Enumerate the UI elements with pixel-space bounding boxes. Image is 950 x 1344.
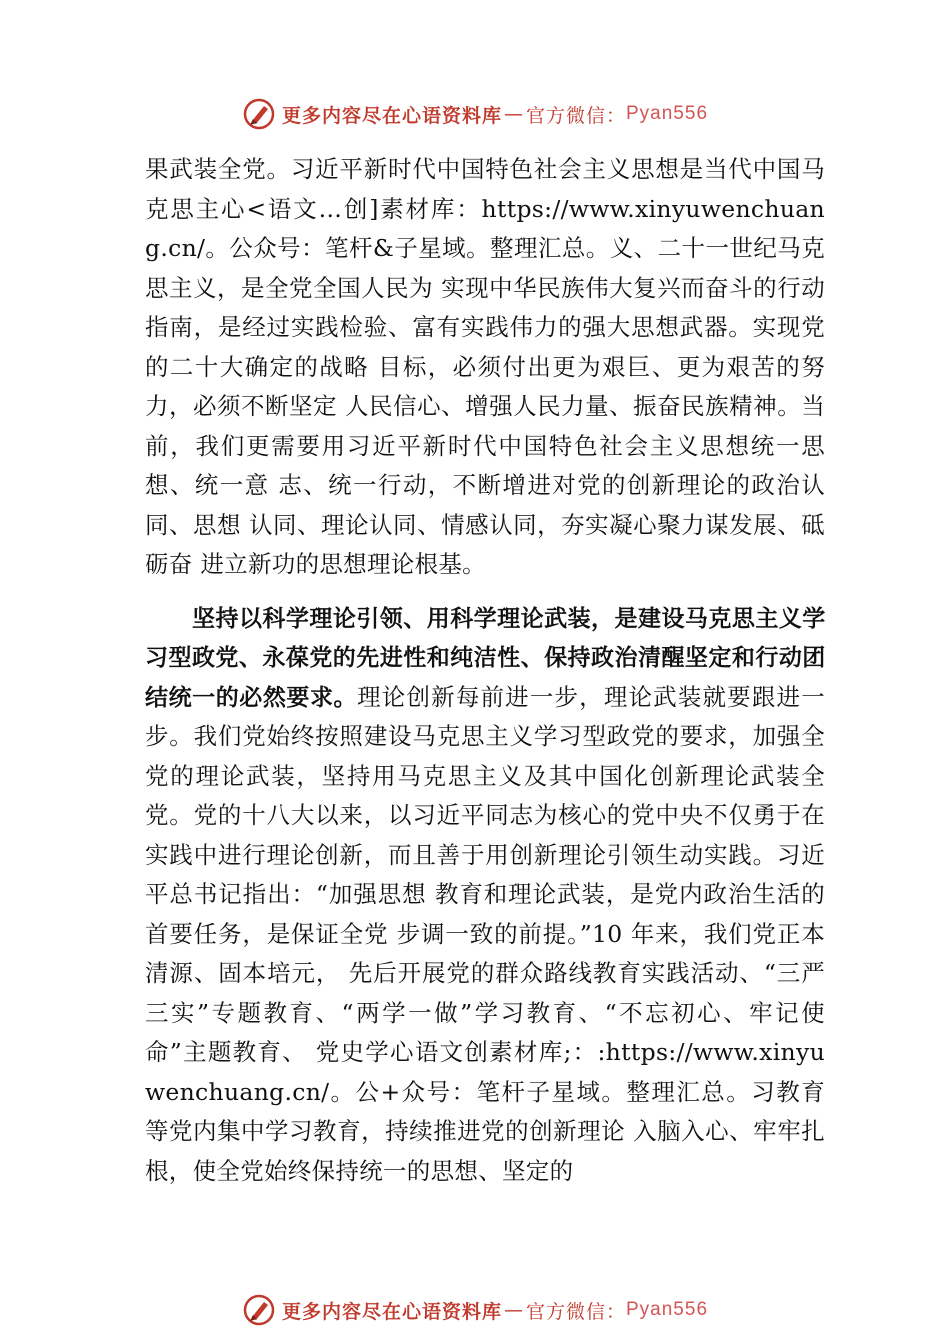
paragraph-2-bold-lead: 坚持以科学理论引领、用科学理论武装，是建设马克思主义学习型政党、永葆党的先进性和纯洁性、保持政治清醒坚定和行动团结统一的必然要求。 [145,605,825,711]
watermark-text: 更多内容尽在心语资料库 [281,104,502,127]
document-body [145,150,825,1191]
paragraph-1: 果武装全党。习近平新时代中国特色社会主义思想是当代中国马克思主心<语文…创]素材库：https://www.xinyuwenchuang.cn/。公众号：笔杆&子星域。整理汇总。义、二十一世纪马克思主义，是全党全国人民为 实现中华民族伟大复兴而奋斗的行动指南，是经过实践检验、富有实践伟力的强大思想武器。实现党的二十大确定的战略 目标，必须付出更为艰巨、更为艰苦的努力，必须不断坚定 人民信心、增强人民力量、振奋民族精神。当前，我们更需要用习近平新时代中国特色社会主义思想统一思想、统一意 志、统一行动，不断增进对党的创新理论的政治认同、思想 认同、理论认同、情感认同，夯实凝心聚力谋发展、砥砺奋 进立新功的思想理论根基。 [145,155,825,578]
watermark-dash: — [503,103,524,125]
watermark-text: 更多内容尽在心语资料库 [281,1300,502,1323]
watermark-wechat-label: 官方微信： [525,1300,626,1323]
watermark-wechat-label: 官方微信： [525,104,626,127]
footer-watermark [0,1290,950,1330]
header-watermark [0,94,950,134]
watermark-wechat-id: Pyan556 [626,103,709,124]
paragraph-2-body: 理论创新每前进一步，理论武装就要跟进一步。我们党始终按照建设马克思主义学习型政党的要求，加强全党的理论武装，坚持用马克思主义及其中国化创新理论武装全党。党的十八大以来，以习近平同志为核心的党中央不仅勇于在实践中进行理论创新，而且善于用创新理论引领生动实践。习近平总书记指出：“加强思想 教育和理论武装，是党内政治生活的首要任务，是保证全党 步调一致的前提。”10 年来，我们党正本清源、固本培元， 先后开展党的群众路线教育实践活动、“三严三实”专题教育、“两学一做”学习教育、“不忘初心、牢记使命”主题教育、 党史学心语文创素材库;：:https://www.xinyuwenchuang.cn/。公+众号：笔杆子星域。整理汇总。习教育等党内集中学习教育，持续推进党的创新理论 入脑入心、牢牢扎根，使全党始终保持统一的思想、坚定的 [145,682,825,1185]
pen-logo-icon [242,97,276,131]
pen-logo-icon [242,1293,276,1327]
watermark-dash: — [503,1299,524,1321]
watermark-wechat-id: Pyan556 [626,1299,709,1320]
paragraph-2 [145,599,825,1192]
